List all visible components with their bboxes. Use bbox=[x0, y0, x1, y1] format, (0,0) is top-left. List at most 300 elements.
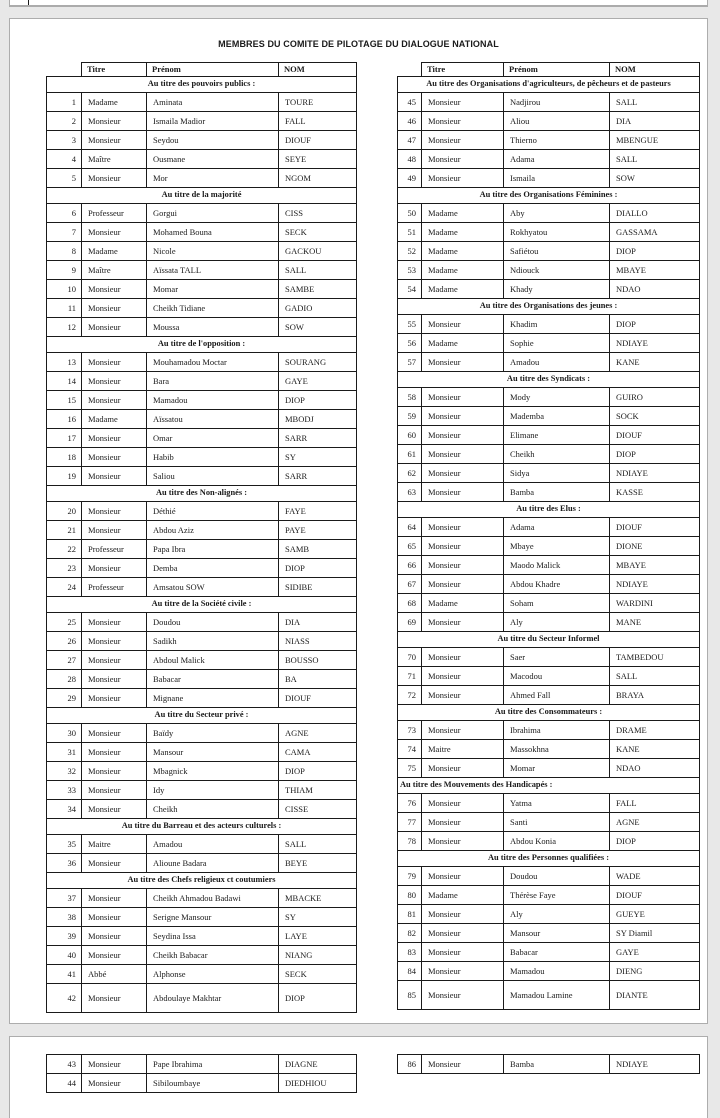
member-titre-cell: Monsieur bbox=[422, 1055, 504, 1074]
member-prenom-cell: Abdou Konia bbox=[504, 832, 610, 851]
member-row bbox=[47, 724, 357, 743]
member-row bbox=[398, 483, 700, 502]
member-nom-cell: BA bbox=[279, 670, 357, 689]
member-titre-cell: Monsieur bbox=[422, 721, 504, 740]
member-nom-cell: FALL bbox=[279, 112, 357, 131]
member-row bbox=[47, 800, 357, 819]
member-nom-cell: MBACKE bbox=[279, 889, 357, 908]
member-titre-cell: Monsieur bbox=[82, 613, 147, 632]
member-number-cell: 22 bbox=[47, 540, 82, 559]
member-prenom-cell: Babacar bbox=[147, 670, 279, 689]
member-prenom-cell: Cheikh Babacar bbox=[147, 946, 279, 965]
member-prenom-cell: Sophie bbox=[504, 334, 610, 353]
member-nom-cell: DIOUF bbox=[610, 518, 700, 537]
member-row bbox=[47, 299, 357, 318]
member-prenom-cell: Thérèse Faye bbox=[504, 886, 610, 905]
member-prenom-cell: Abdou Aziz bbox=[147, 521, 279, 540]
member-titre-cell: Monsieur bbox=[422, 445, 504, 464]
column-header-row bbox=[398, 63, 700, 77]
member-nom-cell: GACKOU bbox=[279, 242, 357, 261]
member-number-cell: 30 bbox=[47, 724, 82, 743]
member-titre-cell: Monsieur bbox=[82, 908, 147, 927]
member-titre-cell: Madame bbox=[82, 410, 147, 429]
member-titre-cell: Monsieur bbox=[422, 518, 504, 537]
member-row bbox=[47, 889, 357, 908]
member-prenom-cell: Massokhna bbox=[504, 740, 610, 759]
member-titre-cell: Monsieur bbox=[422, 407, 504, 426]
member-row bbox=[398, 464, 700, 483]
member-row bbox=[47, 372, 357, 391]
member-number-cell: 26 bbox=[47, 632, 82, 651]
member-prenom-cell: Déthié bbox=[147, 502, 279, 521]
member-prenom-cell: Cheikh bbox=[504, 445, 610, 464]
member-titre-cell: Abbé bbox=[82, 965, 147, 984]
member-row bbox=[47, 150, 357, 169]
member-prenom-cell: Soham bbox=[504, 594, 610, 613]
member-number-cell: 9 bbox=[47, 261, 82, 280]
section-header-row bbox=[398, 77, 700, 93]
member-nom-cell: AGNE bbox=[279, 724, 357, 743]
member-titre-cell: Monsieur bbox=[422, 686, 504, 705]
member-nom-cell: DIOP bbox=[610, 832, 700, 851]
member-titre-cell: Madame bbox=[422, 886, 504, 905]
section-header-row bbox=[47, 597, 357, 613]
member-row bbox=[398, 93, 700, 112]
member-row bbox=[398, 867, 700, 886]
column-header-nom: NOM bbox=[610, 63, 700, 77]
previous-page-bottom-edge bbox=[9, 0, 708, 7]
member-titre-cell: Monsieur bbox=[82, 299, 147, 318]
member-row bbox=[47, 204, 357, 223]
member-prenom-cell: Adama bbox=[504, 518, 610, 537]
member-nom-cell: SOCK bbox=[610, 407, 700, 426]
member-nom-cell: SY bbox=[279, 448, 357, 467]
member-number-cell: 32 bbox=[47, 762, 82, 781]
member-prenom-cell: Adama bbox=[504, 150, 610, 169]
member-row bbox=[47, 112, 357, 131]
member-row bbox=[47, 410, 357, 429]
member-titre-cell: Monsieur bbox=[82, 223, 147, 242]
member-nom-cell: TAMBEDOU bbox=[610, 648, 700, 667]
section-header-label: Au titre des Mouvements des Handicapés : bbox=[398, 778, 700, 794]
member-number-cell: 19 bbox=[47, 467, 82, 486]
member-row bbox=[47, 1074, 357, 1093]
member-prenom-cell: Omar bbox=[147, 429, 279, 448]
member-number-cell: 7 bbox=[47, 223, 82, 242]
member-nom-cell: SALL bbox=[610, 667, 700, 686]
member-titre-cell: Maitre bbox=[422, 740, 504, 759]
member-nom-cell: KANE bbox=[610, 353, 700, 372]
member-prenom-cell: Mamadou Lamine bbox=[504, 981, 610, 1010]
member-number-cell: 71 bbox=[398, 667, 422, 686]
member-number-cell: 54 bbox=[398, 280, 422, 299]
member-titre-cell: Monsieur bbox=[82, 353, 147, 372]
member-prenom-cell: Babacar bbox=[504, 943, 610, 962]
member-row bbox=[47, 854, 357, 873]
member-titre-cell: Monsieur bbox=[422, 93, 504, 112]
member-number-cell: 3 bbox=[47, 131, 82, 150]
document-title: MEMBRES DU COMITE DE PILOTAGE DU DIALOGUE NATIONAL bbox=[218, 39, 499, 49]
member-titre-cell: Monsieur bbox=[422, 981, 504, 1010]
column-header-nom: NOM bbox=[279, 63, 357, 77]
document-page-2 bbox=[9, 1036, 708, 1118]
section-header-label: Au titre des Consommateurs : bbox=[398, 705, 700, 721]
member-row bbox=[398, 242, 700, 261]
column-header-number bbox=[398, 63, 422, 77]
member-nom-cell: THIAM bbox=[279, 781, 357, 800]
member-row bbox=[47, 521, 357, 540]
member-number-cell: 70 bbox=[398, 648, 422, 667]
member-prenom-cell: Aby bbox=[504, 204, 610, 223]
member-nom-cell: GUIRO bbox=[610, 388, 700, 407]
member-row bbox=[398, 594, 700, 613]
member-number-cell: 44 bbox=[47, 1074, 82, 1093]
member-nom-cell: DIOP bbox=[610, 445, 700, 464]
member-row bbox=[398, 613, 700, 632]
member-nom-cell: AGNE bbox=[610, 813, 700, 832]
member-titre-cell: Monsieur bbox=[422, 613, 504, 632]
member-nom-cell: DIA bbox=[610, 112, 700, 131]
member-prenom-cell: Abdou Khadre bbox=[504, 575, 610, 594]
member-row bbox=[398, 315, 700, 334]
member-nom-cell: DIALLO bbox=[610, 204, 700, 223]
members-table-left-continued bbox=[46, 1054, 357, 1093]
section-header-label: Au titre des Non-alignés : bbox=[47, 486, 357, 502]
member-number-cell: 60 bbox=[398, 426, 422, 445]
section-header-label: Au titre du Secteur Informel bbox=[398, 632, 700, 648]
member-titre-cell: Monsieur bbox=[422, 832, 504, 851]
section-header-row bbox=[398, 188, 700, 204]
member-titre-cell: Monsieur bbox=[82, 521, 147, 540]
member-nom-cell: DIOP bbox=[279, 559, 357, 578]
member-prenom-cell: Nadjirou bbox=[504, 93, 610, 112]
member-prenom-cell: Ismaila Madior bbox=[147, 112, 279, 131]
member-titre-cell: Madame bbox=[82, 93, 147, 112]
member-row bbox=[47, 689, 357, 708]
member-nom-cell: SALL bbox=[279, 261, 357, 280]
member-prenom-cell: Bamba bbox=[504, 483, 610, 502]
member-number-cell: 59 bbox=[398, 407, 422, 426]
member-row bbox=[47, 242, 357, 261]
member-nom-cell: GADIO bbox=[279, 299, 357, 318]
member-nom-cell: DIENG bbox=[610, 962, 700, 981]
member-prenom-cell: Mohamed Bouna bbox=[147, 223, 279, 242]
member-titre-cell: Monsieur bbox=[82, 467, 147, 486]
section-header-label: Au titre des Elus : bbox=[398, 502, 700, 518]
member-nom-cell: FAYE bbox=[279, 502, 357, 521]
member-titre-cell: Monsieur bbox=[82, 743, 147, 762]
member-number-cell: 36 bbox=[47, 854, 82, 873]
member-row bbox=[47, 984, 357, 1013]
member-number-cell: 41 bbox=[47, 965, 82, 984]
member-row bbox=[398, 426, 700, 445]
member-nom-cell: SEYE bbox=[279, 150, 357, 169]
member-titre-cell: Madame bbox=[422, 334, 504, 353]
member-row bbox=[398, 686, 700, 705]
member-titre-cell: Monsieur bbox=[422, 388, 504, 407]
member-number-cell: 5 bbox=[47, 169, 82, 188]
member-number-cell: 27 bbox=[47, 651, 82, 670]
member-nom-cell: SECK bbox=[279, 965, 357, 984]
member-prenom-cell: Aly bbox=[504, 905, 610, 924]
section-header-label: Au titre des Personnes qualifiées : bbox=[398, 851, 700, 867]
member-row bbox=[398, 648, 700, 667]
member-prenom-cell: Sibiloumbaye bbox=[147, 1074, 279, 1093]
section-header-row bbox=[47, 819, 357, 835]
member-nom-cell: GUEYE bbox=[610, 905, 700, 924]
member-prenom-cell: Pape Ibrahima bbox=[147, 1055, 279, 1074]
member-titre-cell: Monsieur bbox=[422, 131, 504, 150]
member-nom-cell: SIDIBE bbox=[279, 578, 357, 597]
member-titre-cell: Monsieur bbox=[422, 315, 504, 334]
member-titre-cell: Monsieur bbox=[82, 689, 147, 708]
member-row bbox=[398, 204, 700, 223]
member-titre-cell: Monsieur bbox=[422, 556, 504, 575]
member-nom-cell: DIOP bbox=[610, 242, 700, 261]
member-nom-cell: SARR bbox=[279, 467, 357, 486]
member-number-cell: 29 bbox=[47, 689, 82, 708]
member-number-cell: 72 bbox=[398, 686, 422, 705]
column-header-number bbox=[47, 63, 82, 77]
member-prenom-cell: Mansour bbox=[504, 924, 610, 943]
member-prenom-cell: Habib bbox=[147, 448, 279, 467]
section-header-row bbox=[47, 873, 357, 889]
member-number-cell: 46 bbox=[398, 112, 422, 131]
member-nom-cell: SALL bbox=[279, 835, 357, 854]
member-titre-cell: Monsieur bbox=[82, 946, 147, 965]
member-nom-cell: DIOUF bbox=[610, 426, 700, 445]
member-titre-cell: Monsieur bbox=[82, 651, 147, 670]
member-titre-cell: Monsieur bbox=[82, 781, 147, 800]
member-nom-cell: NDIAYE bbox=[610, 334, 700, 353]
member-titre-cell: Monsieur bbox=[82, 372, 147, 391]
member-nom-cell: SOURANG bbox=[279, 353, 357, 372]
member-nom-cell: WADE bbox=[610, 867, 700, 886]
member-number-cell: 80 bbox=[398, 886, 422, 905]
member-prenom-cell: Santi bbox=[504, 813, 610, 832]
member-nom-cell: FALL bbox=[610, 794, 700, 813]
member-number-cell: 15 bbox=[47, 391, 82, 410]
member-nom-cell: DRAME bbox=[610, 721, 700, 740]
section-header-row bbox=[47, 77, 357, 93]
member-nom-cell: DIOUF bbox=[279, 131, 357, 150]
member-row bbox=[398, 223, 700, 242]
member-prenom-cell: Mignane bbox=[147, 689, 279, 708]
member-row bbox=[47, 835, 357, 854]
member-number-cell: 83 bbox=[398, 943, 422, 962]
member-nom-cell: SOW bbox=[610, 169, 700, 188]
member-nom-cell: SECK bbox=[279, 223, 357, 242]
section-header-row bbox=[47, 337, 357, 353]
member-row bbox=[398, 575, 700, 594]
member-prenom-cell: Abdoulaye Makhtar bbox=[147, 984, 279, 1013]
member-prenom-cell: Papa Ibra bbox=[147, 540, 279, 559]
section-header-row bbox=[398, 502, 700, 518]
member-row bbox=[47, 651, 357, 670]
member-nom-cell: WARDINI bbox=[610, 594, 700, 613]
member-nom-cell: MANE bbox=[610, 613, 700, 632]
member-prenom-cell: Saliou bbox=[147, 467, 279, 486]
member-row bbox=[398, 131, 700, 150]
member-nom-cell: NDIAYE bbox=[610, 1055, 700, 1074]
document-page-1 bbox=[9, 18, 708, 1024]
member-titre-cell: Monsieur bbox=[82, 131, 147, 150]
section-header-row bbox=[398, 299, 700, 315]
member-number-cell: 11 bbox=[47, 299, 82, 318]
member-number-cell: 75 bbox=[398, 759, 422, 778]
member-number-cell: 4 bbox=[47, 150, 82, 169]
member-number-cell: 10 bbox=[47, 280, 82, 299]
member-prenom-cell: Seydou bbox=[147, 131, 279, 150]
member-number-cell: 73 bbox=[398, 721, 422, 740]
member-prenom-cell: Aly bbox=[504, 613, 610, 632]
member-titre-cell: Monsieur bbox=[82, 800, 147, 819]
member-number-cell: 52 bbox=[398, 242, 422, 261]
column-header-titre: Titre bbox=[422, 63, 504, 77]
member-nom-cell: SALL bbox=[610, 93, 700, 112]
member-row bbox=[398, 943, 700, 962]
member-number-cell: 6 bbox=[47, 204, 82, 223]
member-row bbox=[398, 759, 700, 778]
member-nom-cell: NDAO bbox=[610, 759, 700, 778]
member-prenom-cell: Seydina Issa bbox=[147, 927, 279, 946]
member-row bbox=[398, 905, 700, 924]
member-titre-cell: Monsieur bbox=[422, 575, 504, 594]
member-number-cell: 77 bbox=[398, 813, 422, 832]
member-prenom-cell: Alioune Badara bbox=[147, 854, 279, 873]
member-number-cell: 16 bbox=[47, 410, 82, 429]
member-titre-cell: Madame bbox=[82, 242, 147, 261]
member-prenom-cell: Moussa bbox=[147, 318, 279, 337]
member-row bbox=[398, 981, 700, 1010]
column-header-prenom: Prénom bbox=[147, 63, 279, 77]
member-row bbox=[398, 832, 700, 851]
member-prenom-cell: Yatma bbox=[504, 794, 610, 813]
member-number-cell: 21 bbox=[47, 521, 82, 540]
member-nom-cell: CISS bbox=[279, 204, 357, 223]
member-row bbox=[47, 467, 357, 486]
member-number-cell: 79 bbox=[398, 867, 422, 886]
member-nom-cell: CISSE bbox=[279, 800, 357, 819]
member-number-cell: 42 bbox=[47, 984, 82, 1013]
member-prenom-cell: Alphonse bbox=[147, 965, 279, 984]
member-nom-cell: SY Diamil bbox=[610, 924, 700, 943]
member-prenom-cell: Mody bbox=[504, 388, 610, 407]
member-number-cell: 76 bbox=[398, 794, 422, 813]
member-prenom-cell: Cheikh Ahmadou Badawi bbox=[147, 889, 279, 908]
member-titre-cell: Monsieur bbox=[422, 426, 504, 445]
member-titre-cell: Monsieur bbox=[422, 353, 504, 372]
member-row bbox=[47, 448, 357, 467]
member-nom-cell: GAYE bbox=[610, 943, 700, 962]
member-nom-cell: DIEDHIOU bbox=[279, 1074, 357, 1093]
member-number-cell: 68 bbox=[398, 594, 422, 613]
section-header-label: Au titre des pouvoirs publics : bbox=[47, 77, 357, 93]
member-row bbox=[47, 131, 357, 150]
member-row bbox=[398, 112, 700, 131]
members-table-right bbox=[397, 62, 700, 1010]
member-number-cell: 84 bbox=[398, 962, 422, 981]
member-row bbox=[47, 908, 357, 927]
member-prenom-cell: Bara bbox=[147, 372, 279, 391]
member-number-cell: 31 bbox=[47, 743, 82, 762]
member-titre-cell: Monsieur bbox=[82, 318, 147, 337]
member-titre-cell: Monsieur bbox=[82, 429, 147, 448]
member-row bbox=[398, 924, 700, 943]
member-row bbox=[47, 670, 357, 689]
member-row bbox=[47, 946, 357, 965]
member-nom-cell: PAYE bbox=[279, 521, 357, 540]
member-prenom-cell: Idy bbox=[147, 781, 279, 800]
member-prenom-cell: Mamadou bbox=[504, 962, 610, 981]
member-titre-cell: Monsieur bbox=[422, 112, 504, 131]
member-prenom-cell: Mamadou bbox=[147, 391, 279, 410]
member-number-cell: 74 bbox=[398, 740, 422, 759]
section-header-label: Au titre de la majorité bbox=[47, 188, 357, 204]
member-row bbox=[398, 169, 700, 188]
member-row bbox=[398, 353, 700, 372]
member-number-cell: 17 bbox=[47, 429, 82, 448]
members-table-right-continued bbox=[397, 1054, 700, 1074]
member-nom-cell: DIOUF bbox=[610, 886, 700, 905]
member-prenom-cell: Mademba bbox=[504, 407, 610, 426]
member-row bbox=[398, 261, 700, 280]
member-nom-cell: SAMBE bbox=[279, 280, 357, 299]
member-number-cell: 14 bbox=[47, 372, 82, 391]
member-prenom-cell: Cheikh bbox=[147, 800, 279, 819]
member-nom-cell: DIONE bbox=[610, 537, 700, 556]
member-row bbox=[47, 559, 357, 578]
member-nom-cell: MBENGUE bbox=[610, 131, 700, 150]
member-row bbox=[47, 743, 357, 762]
member-titre-cell: Monsieur bbox=[82, 670, 147, 689]
member-titre-cell: Monsieur bbox=[422, 924, 504, 943]
member-number-cell: 61 bbox=[398, 445, 422, 464]
member-row bbox=[47, 927, 357, 946]
member-number-cell: 69 bbox=[398, 613, 422, 632]
member-prenom-cell: Amadou bbox=[504, 353, 610, 372]
member-prenom-cell: Maodo Malick bbox=[504, 556, 610, 575]
member-row bbox=[398, 334, 700, 353]
column-header-row bbox=[47, 63, 357, 77]
member-titre-cell: Monsieur bbox=[82, 448, 147, 467]
member-number-cell: 58 bbox=[398, 388, 422, 407]
member-number-cell: 12 bbox=[47, 318, 82, 337]
member-nom-cell: DIOP bbox=[279, 984, 357, 1013]
member-row bbox=[398, 721, 700, 740]
member-nom-cell: NIANG bbox=[279, 946, 357, 965]
member-titre-cell: Monsieur bbox=[422, 464, 504, 483]
member-titre-cell: Monsieur bbox=[422, 962, 504, 981]
member-nom-cell: GAYE bbox=[279, 372, 357, 391]
member-row bbox=[47, 613, 357, 632]
member-titre-cell: Monsieur bbox=[422, 867, 504, 886]
member-titre-cell: Monsieur bbox=[422, 483, 504, 502]
member-prenom-cell: Sadikh bbox=[147, 632, 279, 651]
section-header-row bbox=[47, 486, 357, 502]
member-number-cell: 56 bbox=[398, 334, 422, 353]
member-nom-cell: KASSE bbox=[610, 483, 700, 502]
member-nom-cell: MBAYE bbox=[610, 261, 700, 280]
member-prenom-cell: Mbaye bbox=[504, 537, 610, 556]
member-titre-cell: Monsieur bbox=[82, 559, 147, 578]
member-nom-cell: NDIAYE bbox=[610, 464, 700, 483]
column-header-titre: Titre bbox=[82, 63, 147, 77]
member-prenom-cell: Amsatou SOW bbox=[147, 578, 279, 597]
member-number-cell: 40 bbox=[47, 946, 82, 965]
member-number-cell: 85 bbox=[398, 981, 422, 1010]
member-number-cell: 23 bbox=[47, 559, 82, 578]
